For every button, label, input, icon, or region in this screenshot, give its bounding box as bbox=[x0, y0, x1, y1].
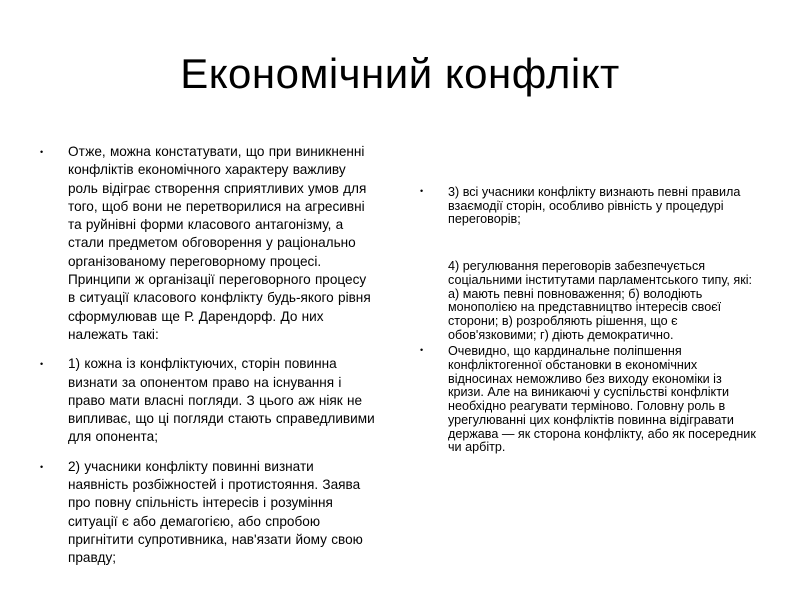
list-item bbox=[40, 458, 375, 568]
paragraph-text: 2) учасники конфлікту повинні визнати наявність розбіжностей і протистояння. Заява про повну спільність інтересів і розуміння ситуації є або демагогією, або спробою пригнітити супротивника, нав'язати йому свою правду; bbox=[68, 458, 363, 566]
list-item bbox=[420, 186, 760, 227]
bullet-icon: • bbox=[420, 345, 424, 356]
list-item bbox=[420, 345, 760, 455]
paragraph-text: Отже, можна констатувати, що при виникненні конфліктів економічного характеру важливу роль відіграє створення сприятливих умов для того, щоб вони не перетворилися на агресивні та руйнівні форми класового антагонізму, а стали предметом обговорення у раціонально організованому переговорному процесі. Принципи ж організації переговорного процесу в ситуації класового конфлікту будь-якого рівня сформулював ще Р. Дарендорф. До них належать такі: bbox=[68, 144, 371, 342]
left-column-list bbox=[40, 143, 375, 568]
bullet-icon: • bbox=[40, 359, 44, 370]
list-item bbox=[420, 260, 760, 342]
paragraph-text: Очевидно, що кардинальне поліпшення конфліктогенної обстановки в економічних відносинах неможливо без виходу економіки із кризи. Але на виникаючі у суспільстві конфлікти необхідно реагувати терміново. Головну роль в урегулюванні цих конфліктів повинна відігравати держава — як сторона конфлікту, або як посередник чи арбітр. bbox=[448, 344, 756, 455]
list-item bbox=[40, 143, 375, 344]
bullet-icon: • bbox=[40, 461, 44, 472]
paragraph-text: 4) регулювання переговорів забезпечується соціальними інститутами парламентського типу, які: а) мають певні повноваження; б) володіють монополією на представництво інтересів своєї сторони; в) розробляють рішення, що є обов'язковими; г) діють демократично. bbox=[448, 259, 753, 342]
right-column-list bbox=[420, 186, 760, 455]
paragraph-text: 3) всі учасники конфлікту визнають певні правила взаємодії сторін, особливо рівність у процедурі переговорів; bbox=[448, 185, 741, 227]
paragraph-text: 1) кожна із конфліктуючих, сторін повинна визнати за опонентом право на існування і право мати власні погляди. З цього аж ніяк не випливає, що ці погляди стають справедливими для опонента; bbox=[68, 356, 375, 445]
slide-title: Економічний конфлікт bbox=[180, 50, 620, 97]
bullet-icon: • bbox=[40, 147, 44, 157]
list-item bbox=[40, 355, 375, 446]
bullet-icon: • bbox=[420, 186, 424, 196]
